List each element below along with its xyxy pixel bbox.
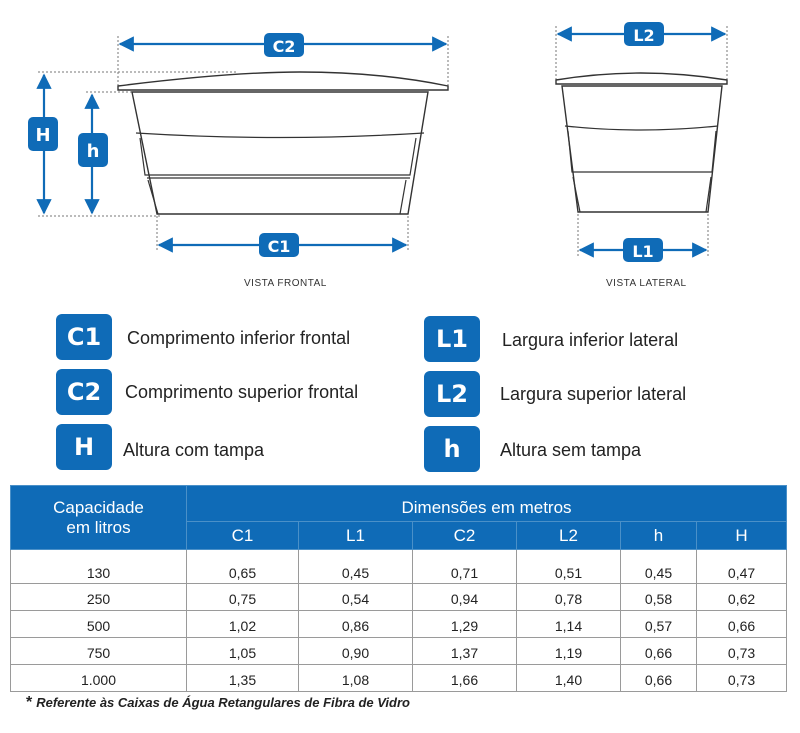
table-row xyxy=(11,665,787,692)
column-header: H xyxy=(697,522,787,550)
legend-badge-c2: C2 xyxy=(56,369,112,415)
label-l2: L2 xyxy=(633,26,655,45)
legend-badge-h-lower: h xyxy=(424,426,480,472)
label-l1: L1 xyxy=(632,242,654,261)
column-header: C2 xyxy=(413,522,517,550)
table-cell: 1,14 xyxy=(517,611,621,638)
table-cell: 0,58 xyxy=(621,584,697,611)
dimensions-table xyxy=(10,485,787,692)
tank-diagram xyxy=(0,0,800,300)
column-header: h xyxy=(621,522,697,550)
legend-badge-h-upper: H xyxy=(56,424,112,470)
table-cell: 0,51 xyxy=(517,550,621,584)
table-cell: 250 xyxy=(11,584,187,611)
table-cell: 0,71 xyxy=(413,550,517,584)
table-cell: 750 xyxy=(11,638,187,665)
table-row xyxy=(11,550,787,584)
table-cell: 0,86 xyxy=(299,611,413,638)
table-cell: 0,66 xyxy=(697,611,787,638)
capacity-header-line2: em litros xyxy=(66,517,131,537)
footnote-text: Referente às Caixas de Água Retangulares de Fibra de Vidro xyxy=(36,695,410,710)
table-row xyxy=(11,638,787,665)
legend-text-h-lower: Altura sem tampa xyxy=(500,440,642,460)
footnote-star: * xyxy=(26,694,33,711)
legend-text-l1: Largura inferior lateral xyxy=(502,330,679,350)
table-cell: 0,66 xyxy=(621,665,697,692)
table-cell: 0,73 xyxy=(697,665,787,692)
capacity-header xyxy=(11,486,187,550)
table-cell: 0,65 xyxy=(187,550,299,584)
table-cell: 0,57 xyxy=(621,611,697,638)
table-cell: 0,45 xyxy=(299,550,413,584)
table-cell: 1,40 xyxy=(517,665,621,692)
side-tank-drawing xyxy=(556,73,727,212)
capacity-header-line1: Capacidade xyxy=(53,497,144,517)
table-cell: 1,29 xyxy=(413,611,517,638)
dimensions-group-header: Dimensões em metros xyxy=(187,486,787,522)
table-cell: 0,94 xyxy=(413,584,517,611)
legend-text-h-upper: Altura com tampa xyxy=(123,440,265,460)
table-cell: 1.000 xyxy=(11,665,187,692)
column-header: C1 xyxy=(187,522,299,550)
table-cell: 1,37 xyxy=(413,638,517,665)
front-tank-drawing xyxy=(118,72,448,214)
table-cell: 0,66 xyxy=(621,638,697,665)
table-cell: 1,19 xyxy=(517,638,621,665)
column-header: L1 xyxy=(299,522,413,550)
table-cell: 1,35 xyxy=(187,665,299,692)
table-cell: 1,66 xyxy=(413,665,517,692)
table-cell: 0,45 xyxy=(621,550,697,584)
table-row xyxy=(11,584,787,611)
legend-badge-l1: L1 xyxy=(424,316,480,362)
table-cell: 0,75 xyxy=(187,584,299,611)
table-row xyxy=(11,611,787,638)
legend-badge-l2: L2 xyxy=(424,371,480,417)
table-cell: 0,47 xyxy=(697,550,787,584)
table-cell: 1,08 xyxy=(299,665,413,692)
table-cell: 0,54 xyxy=(299,584,413,611)
table-cell: 1,02 xyxy=(187,611,299,638)
label-c1: C1 xyxy=(267,237,291,256)
table-cell: 1,05 xyxy=(187,638,299,665)
legend-text-c2: Comprimento superior frontal xyxy=(125,382,359,402)
legend-text-l2: Largura superior lateral xyxy=(500,384,687,404)
table-cell: 0,73 xyxy=(697,638,787,665)
label-h-upper: H xyxy=(35,125,51,146)
footnote xyxy=(26,694,410,712)
column-header: L2 xyxy=(517,522,621,550)
front-view-caption: VISTA FRONTAL xyxy=(244,278,327,289)
table-cell: 500 xyxy=(11,611,187,638)
label-h-lower: h xyxy=(86,141,100,162)
label-c2: C2 xyxy=(272,37,296,56)
table-cell: 0,90 xyxy=(299,638,413,665)
table-cell: 0,62 xyxy=(697,584,787,611)
side-view-caption: VISTA LATERAL xyxy=(606,278,687,289)
table-cell: 0,78 xyxy=(517,584,621,611)
table-cell: 130 xyxy=(11,550,187,584)
legend-text-c1: Comprimento inferior frontal xyxy=(127,328,351,348)
legend-badge-c1: C1 xyxy=(56,314,112,360)
